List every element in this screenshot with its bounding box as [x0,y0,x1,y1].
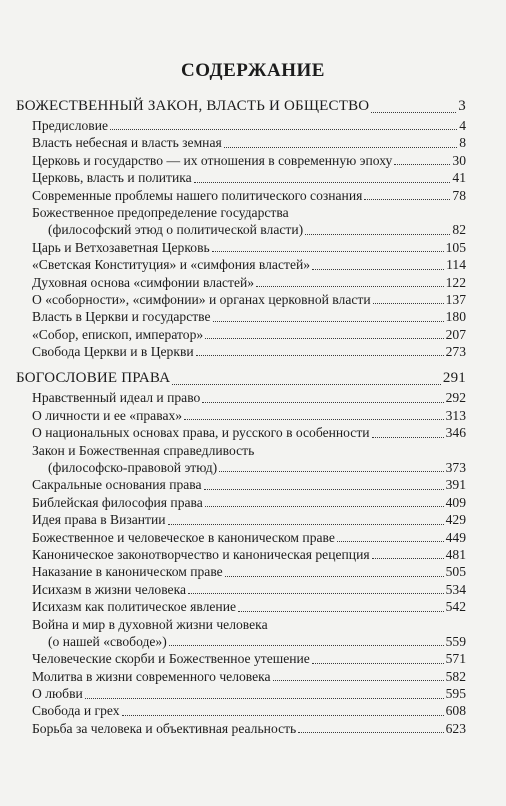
toc-entry [16,326,466,343]
dot-leader [188,592,444,594]
toc-entry-title: О национальных основах права, и русского в особенности [32,425,370,441]
toc-entry [16,204,466,221]
toc-entry-title: (о нашей «свободе») [48,633,167,649]
toc-entry [16,134,466,151]
dot-leader [373,302,444,304]
toc-page-number: 82 [452,222,466,238]
toc-entry-title: Власть небесная и власть земная [32,135,222,151]
toc-page-number: 429 [445,512,466,528]
toc-entry-title: БОЖЕСТВЕННЫЙ ЗАКОН, ВЛАСТЬ И ОБЩЕСТВО [16,98,370,114]
toc-entry-title: Исихазм в жизни человека [32,581,187,597]
toc-page-number: 105 [445,239,466,255]
toc-entry [16,256,466,273]
toc-entry-title: Исихазм как политическое явление [32,599,236,615]
toc-page-number: 8 [459,135,466,151]
toc-page-number: 273 [445,344,466,360]
dot-leader [85,697,444,699]
toc-entry [16,581,466,598]
toc-entry [16,117,466,134]
toc-entry-title: Духовная основа «симфонии властей» [32,274,255,290]
toc-entry [16,494,466,511]
toc-page-number: 559 [445,633,466,649]
dot-leader [394,163,450,165]
table-of-contents [16,96,466,737]
toc-page-number: 30 [452,152,466,168]
toc-entry [16,152,466,169]
toc-entry [16,291,466,308]
toc-entry [16,459,466,476]
toc-page-number: 346 [445,425,466,441]
toc-entry-title: Сакральные основания права [32,477,202,493]
dot-leader [372,436,444,438]
toc-entry-title: Библейская философия права [32,494,203,510]
toc-entry-title: Каноническое законотворчество и каноническая рецепция [32,546,370,562]
toc-page-number: 373 [445,460,466,476]
dot-leader [224,146,457,148]
toc-entry-title: Наказание в каноническом праве [32,564,223,580]
toc-page-number: 571 [445,651,466,667]
toc-page-number: 137 [445,291,466,307]
toc-entry-title: Современные проблемы нашего политического сознания [32,187,363,203]
toc-page-number: 313 [445,407,466,423]
dot-leader [298,731,443,733]
toc-entry-title: Божественное предопределение государства [32,204,289,220]
toc-entry-title: Война и мир в духовной жизни человека [32,616,268,632]
toc-page-number: 505 [445,564,466,580]
toc-entry-title: О личности и ее «правах» [32,407,183,423]
toc-page-number: 3 [458,98,466,114]
dot-leader [305,233,450,235]
toc-page-number: 391 [445,477,466,493]
toc-entry-title: Церковь и государство — их отношения в современную эпоху [32,152,393,168]
toc-page-number: 623 [445,720,466,736]
toc-entry [16,308,466,325]
toc-entry-title: Борьба за человека и объективная реальность [32,720,297,736]
toc-entry-title: Свобода Церкви и в Церкви [32,344,194,360]
dot-leader [225,575,444,577]
dot-leader [204,488,444,490]
toc-entry-title: Человеческие скорби и Божественное утешение [32,651,310,667]
toc-entry [16,169,466,186]
toc-entry [16,407,466,424]
dot-leader [122,714,444,716]
dot-leader [337,540,444,542]
toc-entry [16,546,466,563]
dot-leader [184,418,444,420]
toc-entry-title: БОГОСЛОВИЕ ПРАВА [16,370,171,387]
toc-page-number: 180 [445,309,466,325]
dot-leader [169,644,444,646]
toc-entry [16,343,466,360]
toc-page-number: 207 [445,326,466,342]
toc-entry-title: Идея права в Византии [32,512,166,528]
toc-page-number: 481 [445,546,466,562]
toc-entry [16,616,466,633]
toc-page-number: 582 [445,668,466,684]
dot-leader [110,128,457,130]
toc-entry [16,598,466,615]
dot-leader [202,401,443,403]
toc-entry-title: (философский этюд о политической власти) [48,222,304,238]
toc-entry-title: Свобода и грех [32,703,120,719]
toc-entry-title: Закон и Божественная справедливость [32,442,255,458]
toc-section [16,368,466,389]
dot-leader [168,523,444,525]
toc-entry [16,424,466,441]
toc-entry [16,703,466,720]
dot-leader [256,285,444,287]
dot-leader [205,337,443,339]
toc-entry [16,442,466,459]
toc-page-number: 114 [446,257,466,273]
toc-entry [16,633,466,650]
toc-entry [16,529,466,546]
toc-page-number: 608 [445,703,466,719]
toc-entry-title: О «соборности», «симфонии» и органах церковной власти [32,291,371,307]
dot-leader [273,679,444,681]
dot-leader [371,111,456,113]
page-title: СОДЕРЖАНИЕ [181,60,325,81]
toc-entry [16,239,466,256]
toc-page-number: 291 [442,370,466,387]
toc-page-number: 292 [445,390,466,406]
toc-entry [16,511,466,528]
dot-leader [213,320,444,322]
toc-entry-title: Церковь, власть и политика [32,170,192,186]
toc-entry [16,650,466,667]
toc-page-number: 4 [459,117,466,133]
toc-page-number: 409 [445,494,466,510]
toc-entry-title: «Светская Конституция» и «симфония властей» [32,257,311,273]
toc-page-number: 595 [445,686,466,702]
toc-entry-title: Молитва в жизни современного человека [32,668,271,684]
dot-leader [205,505,444,507]
toc-entry [16,720,466,737]
toc-entry-title: Власть в Церкви и государстве [32,309,211,325]
dot-leader [364,198,450,200]
dot-leader [196,354,444,356]
toc-entry-title: Нравственный идеал и право [32,390,201,406]
toc-entry-title: Царь и Ветхозаветная Церковь [32,239,210,255]
dot-leader [172,383,441,385]
toc-page-number: 542 [445,599,466,615]
toc-page-number: 122 [445,274,466,290]
dot-leader [212,250,444,252]
dot-leader [238,610,444,612]
toc-section [16,96,466,117]
dot-leader [194,181,451,183]
toc-page-number: 449 [445,529,466,545]
toc-entry [16,221,466,238]
dot-leader [219,470,443,472]
toc-entry [16,274,466,291]
toc-entry-title: (философско-правовой этюд) [48,460,218,476]
toc-page-number: 534 [445,581,466,597]
toc-entry-title: Божественное и человеческое в каноническом праве [32,529,335,545]
toc-entry-title: Предисловие [32,117,109,133]
toc-entry [16,187,466,204]
toc-entry-title: О любви [32,686,83,702]
toc-entry-title: «Собор, епископ, император» [32,326,204,342]
toc-entry [16,563,466,580]
dot-leader [372,557,444,559]
toc-page-number: 41 [452,170,466,186]
dot-leader [312,268,444,270]
toc-entry [16,389,466,406]
toc-page-number: 78 [452,187,466,203]
toc-entry [16,685,466,702]
toc-entry [16,476,466,493]
toc-entry [16,668,466,685]
dot-leader [312,662,444,664]
